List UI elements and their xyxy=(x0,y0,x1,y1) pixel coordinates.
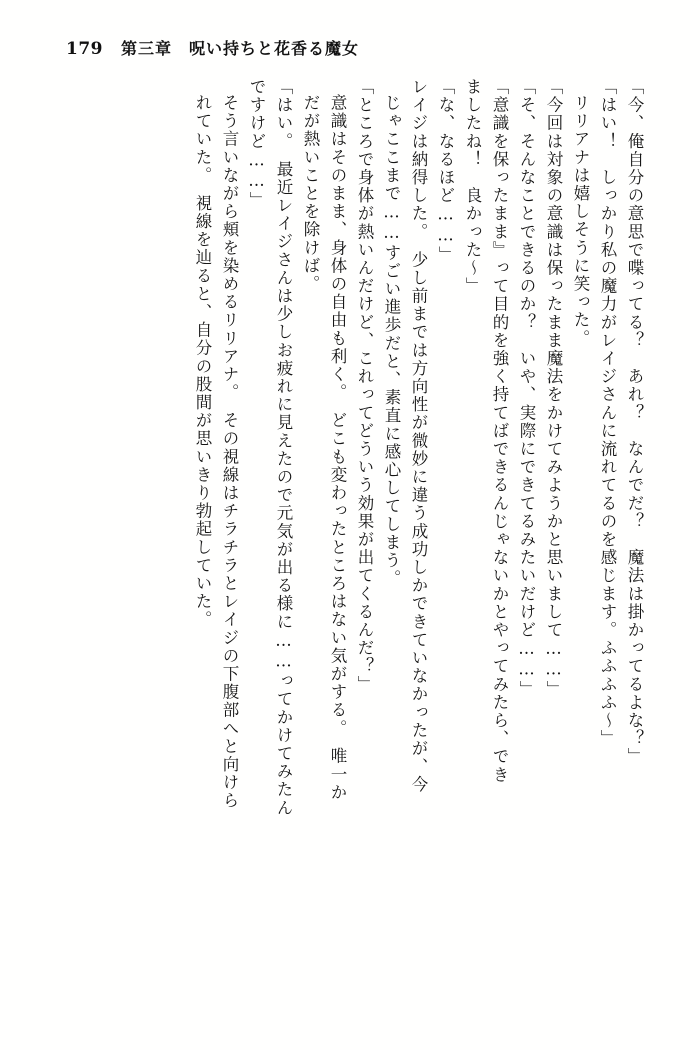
text-column: 「ところで身体が熱いんだけど、これってどういう効果が出てくるんだ？」 xyxy=(355,78,374,694)
text-column: そう言いながら頬を染めるリリアナ。 その視線はチラチラとレイジの下腹部へと向けら xyxy=(220,94,239,810)
text-column: れていた。 視線を辿ると、自分の股間が思いきり勃起していた。 xyxy=(193,94,212,629)
text-column: 「今回は対象の意識は保ったまま魔法をかけてみようかと思いまして……」 xyxy=(544,78,563,699)
chapter-title: 第三章 呪い持ちと花香る魔女 xyxy=(121,39,360,58)
text-column: 意識はそのまま、身体の自由も利く。 どこも変わったところはない気がする。 唯一か xyxy=(328,94,347,802)
page-header xyxy=(66,36,359,59)
page-number: 179 xyxy=(66,39,103,59)
text-column: 「な、なるほど……」 xyxy=(436,78,455,264)
text-column: だが熱いことを除けば。 xyxy=(301,94,320,294)
text-column: 「はい。 最近レイジさんは少しお疲れに見えたので元気が出る様に……ってかけてみたん xyxy=(274,78,293,817)
text-column: ましたね！ 良かった～」 xyxy=(463,78,482,296)
body-text xyxy=(58,78,642,1010)
text-column: 「意識を保ったまま』って目的を強く持てばできるんじゃないかとやってみたら、でき xyxy=(490,78,509,784)
text-column: じゃここまで……すごい進歩だと、素直に感心してしまう。 xyxy=(382,94,401,588)
text-column: レイジは納得した。 少し前までは方向性が微妙に違う成功しかできていなかったが、今 xyxy=(409,78,428,794)
text-column: 「はい！ しっかり私の魔力がレイジさんに流れてるのを感じます。ふふふふ～」 xyxy=(598,78,617,748)
text-column: ですけど……」 xyxy=(247,78,266,210)
text-column: リリアナは嬉しそうに笑った。 xyxy=(571,94,590,348)
text-column: 「そ、そんなことできるのか？ いや、実際にできてるみたいだけど……」 xyxy=(517,78,536,699)
text-column: 「今、俺自分の意思で喋ってる？ あれ？ なんでだ？ 魔法は掛かってるよな？」 xyxy=(625,78,644,766)
